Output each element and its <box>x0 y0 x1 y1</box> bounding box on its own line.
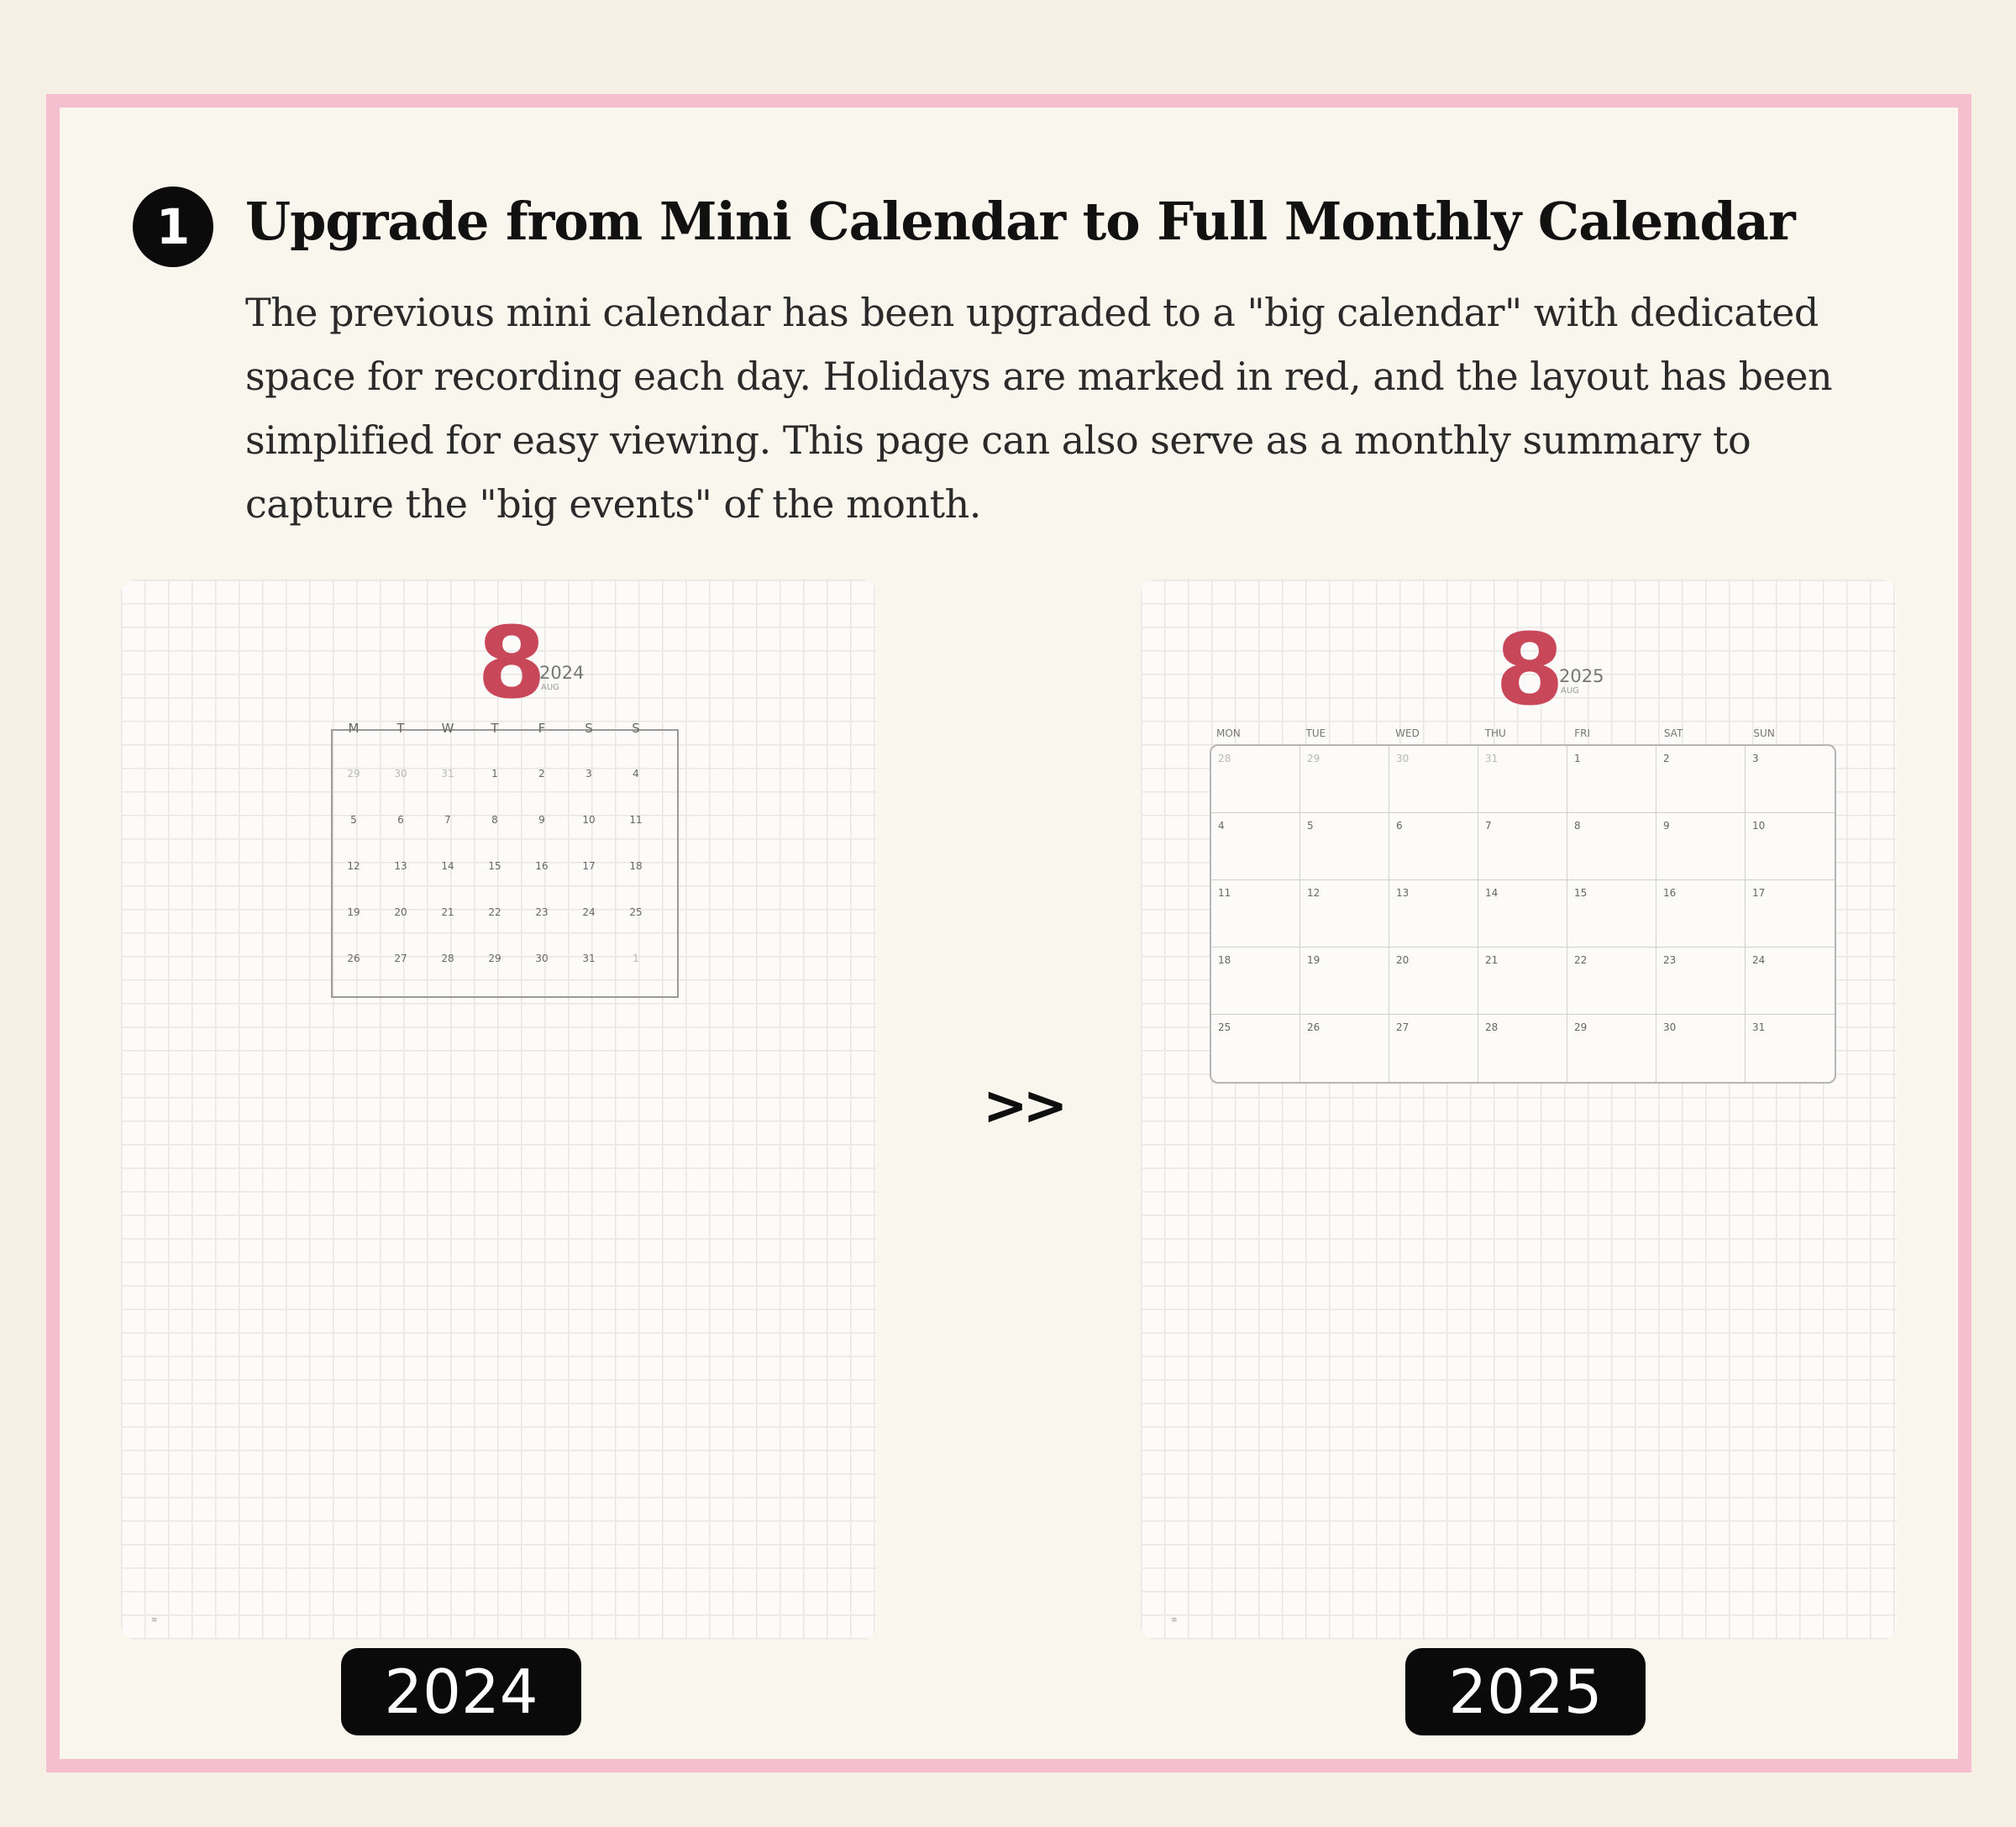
day-number: 20 <box>1396 954 1410 966</box>
day-cell <box>1389 1015 1478 1082</box>
day-cell <box>1656 948 1746 1015</box>
day-number: 23 <box>1663 954 1677 966</box>
step-number-badge: 1 <box>133 186 213 267</box>
mini-day-number: 14 <box>441 860 454 872</box>
weekday-header: SAT <box>1663 727 1683 739</box>
full-calendar-grid <box>1210 744 1836 1084</box>
mini-day-number: 28 <box>441 953 454 964</box>
mini-day-number: 17 <box>582 860 596 872</box>
weekday-header: FRI <box>1574 727 1591 739</box>
mini-weekday-header: S <box>585 721 593 736</box>
mini-weekday-header: F <box>538 721 546 736</box>
day-cell <box>1211 880 1300 948</box>
day-cell <box>1746 813 1835 880</box>
day-cell <box>1300 880 1389 948</box>
mini-day-number: 8 <box>491 814 498 826</box>
day-number: 8 <box>1574 820 1581 832</box>
mini-day-number: 21 <box>441 906 454 918</box>
day-number: 4 <box>1218 820 1225 832</box>
day-cell <box>1567 746 1656 813</box>
calendar-page-2025 <box>1141 580 1897 1640</box>
mini-day-number: 16 <box>535 860 549 872</box>
year-small: 2024 <box>539 663 585 683</box>
day-number: 5 <box>1307 820 1314 832</box>
mini-day-number: 18 <box>629 860 643 872</box>
mini-day-number: 9 <box>538 814 545 826</box>
day-cell <box>1656 1015 1746 1082</box>
day-number: 13 <box>1396 887 1410 899</box>
day-number: 30 <box>1663 1021 1677 1033</box>
day-number: 30 <box>1396 753 1410 764</box>
month-number: 8 <box>1495 612 1565 727</box>
day-number: 3 <box>1752 753 1759 764</box>
mini-day-number: 5 <box>350 814 357 826</box>
mini-day-number: 20 <box>394 906 407 918</box>
mini-day-number: 30 <box>535 953 549 964</box>
calendar-page-2024 <box>121 580 877 1640</box>
day-cell <box>1478 746 1567 813</box>
day-number: 16 <box>1663 887 1677 899</box>
day-number: 25 <box>1218 1021 1231 1033</box>
day-number: 28 <box>1485 1021 1499 1033</box>
day-cell <box>1567 880 1656 948</box>
day-number: 12 <box>1307 887 1320 899</box>
day-cell <box>1567 813 1656 880</box>
day-cell <box>1389 880 1478 948</box>
day-cell <box>1746 880 1835 948</box>
day-cell <box>1300 1015 1389 1082</box>
day-cell <box>1211 746 1300 813</box>
day-cell <box>1300 746 1389 813</box>
year-small: 2025 <box>1559 666 1604 686</box>
day-cell <box>1746 1015 1835 1082</box>
day-cell <box>1211 813 1300 880</box>
day-cell <box>1300 948 1389 1015</box>
mini-day-number: 29 <box>347 768 360 780</box>
mini-day-number: 7 <box>444 814 451 826</box>
mini-day-number: 30 <box>394 768 407 780</box>
mini-day-number: 26 <box>347 953 360 964</box>
day-cell <box>1746 746 1835 813</box>
weekday-header: THU <box>1484 727 1506 739</box>
day-number: 19 <box>1307 954 1320 966</box>
day-number: 24 <box>1752 954 1766 966</box>
arrow-icon: >> <box>983 1075 1063 1137</box>
day-number: 10 <box>1752 820 1766 832</box>
day-number: 31 <box>1752 1021 1766 1033</box>
day-number: 15 <box>1574 887 1588 899</box>
day-number: 31 <box>1485 753 1499 764</box>
day-cell <box>1567 1015 1656 1082</box>
day-cell <box>1389 746 1478 813</box>
day-cell <box>1478 813 1567 880</box>
day-cell <box>1656 746 1746 813</box>
month-abbr: AUG <box>1561 686 1579 696</box>
day-number: 1 <box>1574 753 1581 764</box>
mini-weekday-header: M <box>348 721 360 736</box>
mini-day-number: 27 <box>394 953 407 964</box>
day-number: 28 <box>1218 753 1231 764</box>
mini-day-number: 23 <box>535 906 549 918</box>
day-number: 9 <box>1663 820 1670 832</box>
day-number: 11 <box>1218 887 1231 899</box>
mini-day-number: 10 <box>582 814 596 826</box>
day-number: 7 <box>1485 820 1492 832</box>
day-cell <box>1211 948 1300 1015</box>
day-cell <box>1656 813 1746 880</box>
page-number: ≡ <box>151 1616 158 1625</box>
year-label-2025: 2025 <box>1405 1648 1646 1735</box>
day-cell <box>1478 880 1567 948</box>
day-number: 29 <box>1307 753 1320 764</box>
year-label-2024: 2024 <box>341 1648 581 1735</box>
month-abbr: AUG <box>541 683 559 692</box>
day-number: 18 <box>1218 954 1231 966</box>
day-number: 26 <box>1307 1021 1320 1033</box>
mini-weekday-header: T <box>491 721 499 736</box>
mini-day-number: 11 <box>629 814 643 826</box>
day-cell <box>1567 948 1656 1015</box>
section-title: Upgrade from Mini Calendar to Full Monthly Calendar <box>245 191 1795 252</box>
mini-day-number: 4 <box>633 768 639 780</box>
day-cell <box>1478 1015 1567 1082</box>
month-number: 8 <box>477 605 547 721</box>
day-cell <box>1478 948 1567 1015</box>
mini-day-number: 31 <box>441 768 454 780</box>
mini-day-number: 2 <box>538 768 545 780</box>
day-number: 27 <box>1396 1021 1410 1033</box>
weekday-header: TUE <box>1305 727 1326 739</box>
day-cell <box>1211 1015 1300 1082</box>
day-number: 21 <box>1485 954 1499 966</box>
mini-day-number: 25 <box>629 906 643 918</box>
weekday-header: WED <box>1395 727 1420 739</box>
mini-day-number: 29 <box>488 953 501 964</box>
mini-day-number: 1 <box>491 768 498 780</box>
section-description: The previous mini calendar has been upgraded to a "big calendar" with dedicated space for recording each day. Holidays are marked in red, and the layout has been simplified for easy viewing. This page can also serve as a monthly summary to capture the "big events" of the month. <box>245 290 1833 527</box>
day-cell <box>1300 813 1389 880</box>
page-number: ≡ <box>1171 1616 1178 1625</box>
day-number: 22 <box>1574 954 1588 966</box>
mini-day-number: 15 <box>488 860 501 872</box>
mini-weekday-header: W <box>441 721 454 736</box>
mini-weekday-header: T <box>396 721 405 736</box>
weekday-header: MON <box>1216 727 1241 739</box>
mini-day-number: 24 <box>582 906 596 918</box>
day-number: 6 <box>1396 820 1403 832</box>
mini-day-number: 12 <box>347 860 360 872</box>
mini-day-number: 22 <box>488 906 501 918</box>
day-cell <box>1746 948 1835 1015</box>
mini-day-number: 19 <box>347 906 360 918</box>
mini-weekday-header: S <box>632 721 640 736</box>
day-cell <box>1389 813 1478 880</box>
mini-day-number: 13 <box>394 860 407 872</box>
mini-day-number: 3 <box>585 768 592 780</box>
day-number: 2 <box>1663 753 1670 764</box>
day-cell <box>1389 948 1478 1015</box>
mini-day-number: 1 <box>633 953 639 964</box>
day-cell <box>1656 880 1746 948</box>
weekday-header: SUN <box>1753 727 1775 739</box>
day-number: 14 <box>1485 887 1499 899</box>
day-number: 17 <box>1752 887 1766 899</box>
day-number: 29 <box>1574 1021 1588 1033</box>
mini-day-number: 6 <box>397 814 404 826</box>
mini-day-number: 31 <box>582 953 596 964</box>
